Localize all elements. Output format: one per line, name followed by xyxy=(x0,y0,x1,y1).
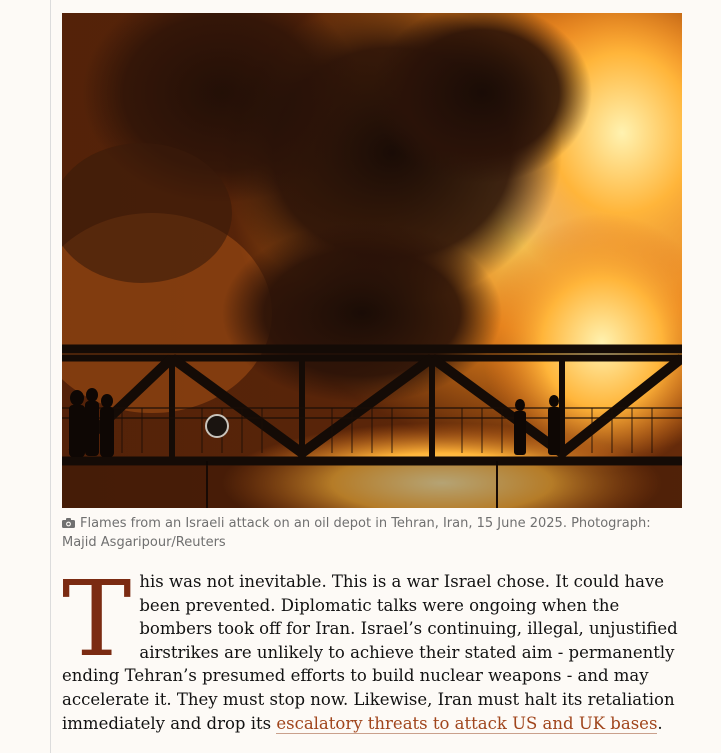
article-photo xyxy=(62,13,682,508)
article-body xyxy=(62,558,682,735)
drop-cap: T xyxy=(62,558,132,680)
article-paragraph-tail: . xyxy=(657,713,663,733)
fire-bridge-illustration xyxy=(62,13,682,508)
caption-text: Flames from an Israeli attack on an oil depot in Tehran, Iran, 15 June 2025. Photograph: Majid Asgaripour/Reuters xyxy=(62,516,651,550)
left-column-rule xyxy=(50,0,51,753)
article-paragraph: his was not inevitable. This is a war Israel chose. It could have been prevented. Diplomatic talks were ongoing when the bombers took off for Iran. Israel’s continuing, illegal, unjustified airstrikes are unlikely to achieve their stated aim - permanently ending Tehran’s presumed efforts to build nuclear weapons - and may accelerate it. They must stop now. Likewise, Iran must halt its retaliation immediately and drop its xyxy=(62,572,678,733)
camera-icon xyxy=(62,518,75,528)
escalatory-threats-link[interactable]: escalatory threats to attack US and UK bases xyxy=(276,713,658,733)
photo-caption xyxy=(62,514,672,552)
